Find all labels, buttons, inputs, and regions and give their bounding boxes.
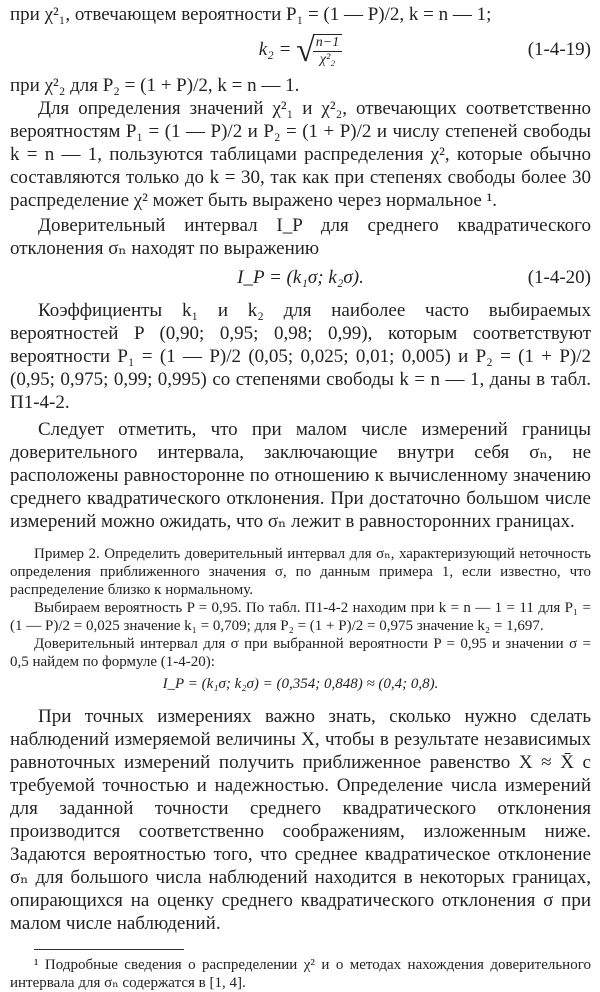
- footnote-divider: [34, 949, 184, 950]
- paragraph-confidence-interval: Доверительный интервал I_P для среднего квадратического отклонения σₙ находят по выражению: [10, 215, 591, 259]
- formula-1-4-20: [10, 266, 591, 289]
- example-formula-expression: I_P = (k₁σ; k₂σ) = (0,354; 0,848) ≈ (0,4; 0,8).: [162, 676, 439, 692]
- fraction-denominator: χ²₂: [319, 51, 336, 67]
- fraction-numerator: n−1: [313, 35, 342, 52]
- paragraph-chi-square: Для определения значений χ²₁ и χ²₂, отвечающих соответственно вероятностям P₁ = (1 — P)/2 и P₂ = (1 + P)/2 и числу степеней свободы k = n — 1, пользуются таблицами распределения χ², которые обычно составляются только до k = 30, так как при степенях свободы более 30 распределение χ² может быть выражено через нормальное ¹.: [10, 98, 591, 211]
- paragraph-coefficients: Коэффициенты k₁ и k₂ для наиболее часто выбираемых вероятностей P (0,90; 0,95; 0,98; 0,99), которым соответствуют вероятности P₁ = (1 — P)/2 (0,05; 0,025; 0,01; 0,005) и P₂ = (1 + P)/2 (0,95; 0,975; 0,99; 0,995) со степенями свободы k = n — 1, даны в табл. П1-4-2.: [10, 300, 591, 413]
- footnote: ¹ Подробные сведения о распределении χ² и о методах нахождения доверительного интервала для σₙ содержатся в [1, 4].: [10, 957, 591, 991]
- formula-lhs: k₂ =: [258, 39, 292, 60]
- text-line-top: при χ²₁, отвечающем вероятности P₁ = (1 — P)/2, k = n — 1;: [10, 4, 492, 25]
- paragraph-note: Следует отметить, что при малом числе измерений границы доверительного интервала, заключающие внутри себя σₙ, не расположены равносторонне по отношению к вычисленному значению среднего квадратического отклонения. При достаточно большом числе измерений можно ожидать, что σₙ лежит в равносторонних границах.: [10, 419, 591, 532]
- sqrt-symbol: √: [296, 31, 315, 69]
- example-step-interval: Доверительный интервал для σ при выбранной вероятности P = 0,95 и значении σ = 0,5 найдем по формуле (1-4-20):: [10, 636, 591, 670]
- paragraph-number-of-measurements: При точных измерениях важно знать, сколько нужно сделать наблюдений измеряемой величины X, чтобы в результате независимых равноточных измерений получить приближенное равенство X ≈ X̄ с требуемой точностью и надежностью. Определение числа измерений для заданной точности среднего квадратического отклонения производится соответственно соображениям, изложенным ниже. Задаются вероятностью того, что среднее квадратическое отклонение σₙ для большого числа наблюдений находится в некоторых границах, опирающихся на оценку среднего квадратического отклонения σ при малом числе наблюдений.: [10, 706, 591, 934]
- fraction: [313, 34, 342, 68]
- example-step-probability: Выбираем вероятность P = 0,95. По табл. П1-4-2 находим при k = n — 1 = 11 для P₁ = (1 — P)/2 = 0,025 значение k₁ = 0,709; для P₂ = (1 + P)/2 = 0,975 значение k₂ = 1,697.: [10, 600, 591, 634]
- formula-expression: I_P = (k₁σ; k₂σ).: [237, 267, 364, 288]
- example-statement: Пример 2. Определить доверительный интервал для σₙ, характеризующий неточность определения приближенного значения σ, по данным примера 1, если известно, что распределение близко к нормальному.: [10, 546, 591, 598]
- formula-1-4-19: [10, 28, 591, 72]
- text-line-after-19: при χ²₂ для P₂ = (1 + P)/2, k = n — 1.: [10, 75, 300, 96]
- equation-number-19: (1-4-19): [527, 39, 591, 60]
- equation-number-20: (1-4-20): [527, 267, 591, 288]
- example-formula: [10, 673, 591, 695]
- example-block: [10, 545, 591, 695]
